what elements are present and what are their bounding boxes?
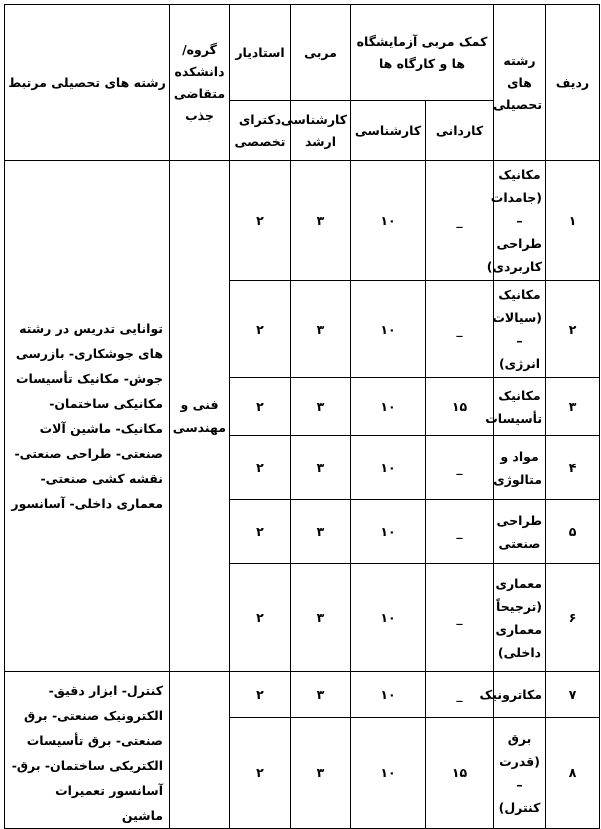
phd-count: ۲ [230,281,291,378]
associate-count: _ [426,500,494,564]
header-phd: دکترای تخصصی [230,101,291,161]
bachelor-count: ۱۰ [351,564,426,672]
bachelor-count: ۱۰ [351,500,426,564]
associate-count: _ [426,436,494,500]
master-count: ۳ [291,672,351,718]
field-name: مکانیک تأسیسات [494,378,546,436]
row-number: ۲ [546,281,600,378]
bachelor-count: ۱۰ [351,436,426,500]
master-count: ۳ [291,281,351,378]
field-name: برق (قدرت – کنترل) [494,717,546,828]
header-lab-assistant-coach: کمک مربی آزمایشگاه ها و کارگاه ها [351,5,494,101]
field-name: مکاترونیک [494,672,546,718]
row-number: ۷ [546,672,600,718]
header-field: رشته های تحصیلی [494,5,546,161]
associate-count: _ [426,672,494,718]
row-number: ۸ [546,717,600,828]
row-number: ۶ [546,564,600,672]
associate-count: _ [426,161,494,281]
master-count: ۳ [291,564,351,672]
header-master: کارشناسی ارشد [291,101,351,161]
bachelor-count: ۱۰ [351,281,426,378]
faculty-group: فنی و مهندسی [170,161,230,672]
field-name: مکانیک (جامدات – طراحی کاربردی) [494,161,546,281]
phd-count: ۲ [230,672,291,718]
header-row-number: ردیف [546,5,600,161]
header-associate: کاردانی [426,101,494,161]
master-count: ۳ [291,161,351,281]
phd-count: ۲ [230,717,291,828]
field-name: طراحی صنعتی [494,500,546,564]
master-count: ۳ [291,436,351,500]
phd-count: ۲ [230,436,291,500]
recruitment-table [4,4,600,829]
associate-count: ۱۵ [426,717,494,828]
header-faculty-group: گروه/ دانشکده متقاضی جذب [170,5,230,161]
phd-count: ۲ [230,500,291,564]
table-row [5,672,600,718]
related-fields: توانایی تدریس در رشته های جوشکاری- بازرسی جوش- مکانیک تأسیسات مکانیکی ساختمان- مکانیک- ماشین آلات صنعتی- طراحی صنعتی- نقشه کشی صنعتی- معماری داخلی- آسانسور [5,161,170,672]
header-bachelor: کارشناسی [351,101,426,161]
related-fields: کنترل- ابزار دقیق- الکترونیک صنعتی- برق صنعتی- برق تأسیسات الکتریکی ساختمان- برق- آسانسور تعمیرات ماشین [5,672,170,829]
phd-count: ۲ [230,161,291,281]
bachelor-count: ۱۰ [351,378,426,436]
field-name: مواد و متالوژی [494,436,546,500]
header-related-fields: رشته های تحصیلی مرتبط [5,5,170,161]
associate-count: ۱۵ [426,378,494,436]
row-number: ۵ [546,500,600,564]
associate-count: _ [426,564,494,672]
header-coach: مربی [291,5,351,101]
field-name: مکانیک (سیالات – انرژی) [494,281,546,378]
bachelor-count: ۱۰ [351,717,426,828]
row-number: ۳ [546,378,600,436]
bachelor-count: ۱۰ [351,672,426,718]
phd-count: ۲ [230,378,291,436]
row-number: ۴ [546,436,600,500]
header-assistant-professor: استادیار [230,5,291,101]
table-row [5,161,600,281]
faculty-group-empty [170,672,230,829]
phd-count: ۲ [230,564,291,672]
associate-count: _ [426,281,494,378]
bachelor-count: ۱۰ [351,161,426,281]
row-number: ۱ [546,161,600,281]
master-count: ۳ [291,500,351,564]
master-count: ۳ [291,378,351,436]
field-name: معماری (ترجیحاً معماری داخلی) [494,564,546,672]
master-count: ۳ [291,717,351,828]
